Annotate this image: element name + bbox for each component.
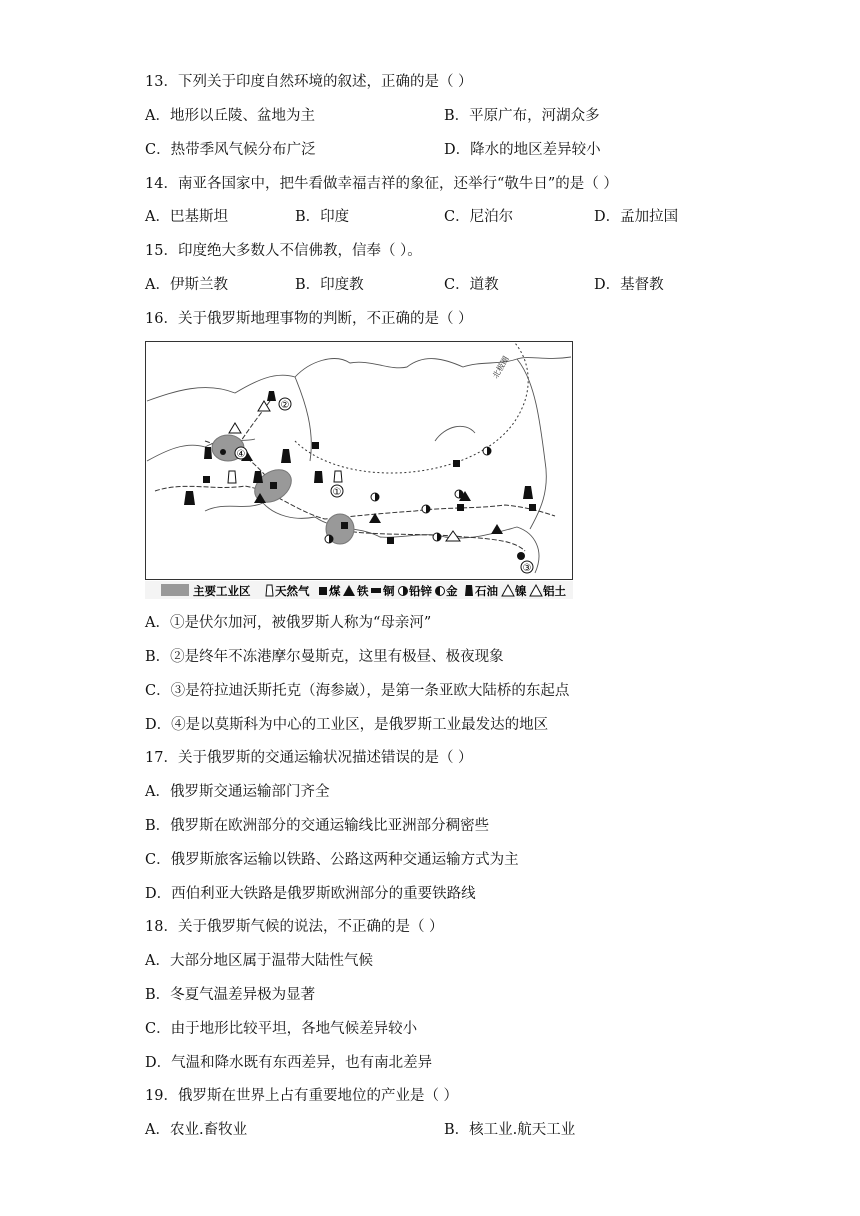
q14-stem: 14．南亚各国家中，把牛看做幸福吉祥的象征，还举行“敬牛日”的是（ ） xyxy=(145,176,618,192)
map-frame xyxy=(146,342,573,580)
q18-option-a: A．大部分地区属于温带大陆性气候 xyxy=(145,953,373,969)
legend-oil: 石油 xyxy=(475,584,498,598)
legend-iron: 铁 xyxy=(357,584,369,598)
legend-nickel: 镍 xyxy=(515,584,527,598)
q16-option-c: C．③是符拉迪沃斯托克（海参崴），是第一条亚欧大陆桥的东起点 xyxy=(145,683,570,699)
marker-2: ② xyxy=(280,400,290,411)
q15-stem: 15．印度绝大多数人不信佛教，信奉（ ）。 xyxy=(145,243,422,259)
arctic-circle-label: 北极圈 xyxy=(490,354,511,380)
legend-industrial-swatch xyxy=(161,584,189,596)
q14-option-b: B．印度 xyxy=(295,209,350,225)
q18-option-d: D．气温和降水既有东西差异，也有南北差异 xyxy=(145,1055,433,1071)
marker-3: ③ xyxy=(522,563,532,574)
q15-option-b: B．印度教 xyxy=(295,277,364,293)
q14-option-a: A．巴基斯坦 xyxy=(145,209,228,225)
q16-stem: 16．关于俄罗斯地理事物的判断，不正确的是（ ） xyxy=(145,311,473,327)
q19-option-a: A．农业.畜牧业 xyxy=(145,1122,248,1138)
map-legend xyxy=(145,581,573,599)
legend-leadzinc: 铅锌 xyxy=(409,584,432,598)
q18-stem: 18．关于俄罗斯气候的说法，不正确的是（ ） xyxy=(145,919,444,935)
q15-option-a: A．伊斯兰教 xyxy=(145,277,228,293)
legend-oil-icon xyxy=(465,585,473,596)
legend-bauxite: 铝土 xyxy=(543,584,566,598)
q13-stem: 13．下列关于印度自然环境的叙述，正确的是（ ） xyxy=(145,74,473,90)
marker-1: ① xyxy=(332,487,342,498)
legend-copper: 铜 xyxy=(383,584,395,598)
q14-option-c: C．尼泊尔 xyxy=(444,209,514,225)
q16-option-b: B．②是终年不冻港摩尔曼斯克，这里有极昼、极夜现象 xyxy=(145,649,504,665)
q16-option-d: D．④是以莫斯科为中心的工业区，是俄罗斯工业最发达的地区 xyxy=(145,717,549,733)
q18-option-c: C．由于地形比较平坦，各地气候差异较小 xyxy=(145,1021,418,1037)
q18-option-b: B．冬夏气温差异极为显著 xyxy=(145,987,316,1003)
q17-option-a: A．俄罗斯交通运输部门齐全 xyxy=(145,784,330,800)
legend-industrial: 主要工业区 xyxy=(193,584,251,598)
q13-option-c: C．热带季风气候分布广泛 xyxy=(145,142,316,158)
q17-option-b: B．俄罗斯在欧洲部分的交通运输线比亚洲部分稠密些 xyxy=(145,818,490,834)
q13-option-b: B．平原广布，河湖众多 xyxy=(444,108,600,124)
legend-coal: 煤 xyxy=(329,584,341,598)
q19-stem: 19．俄罗斯在世界上占有重要地位的产业是（ ） xyxy=(145,1088,459,1104)
marker-4: ④ xyxy=(236,449,246,460)
russia-resource-map xyxy=(145,341,573,599)
q17-stem: 17．关于俄罗斯的交通运输状况描述错误的是（ ） xyxy=(145,750,473,766)
q13-option-a: A．地形以丘陵、盆地为主 xyxy=(145,108,315,124)
legend-gas: 天然气 xyxy=(275,584,310,598)
q17-option-d: D．西伯利亚大铁路是俄罗斯欧洲部分的重要铁路线 xyxy=(145,886,476,902)
q17-option-c: C．俄罗斯旅客运输以铁路、公路这两种交通运输方式为主 xyxy=(145,852,519,868)
legend-copper-icon xyxy=(371,588,381,593)
legend-coal-icon xyxy=(319,587,327,595)
legend-gas-icon xyxy=(266,585,273,596)
q16-option-a: A．①是伏尔加河，被俄罗斯人称为“母亲河” xyxy=(145,615,432,631)
q15-option-d: D．基督教 xyxy=(594,277,664,293)
q15-option-c: C．道教 xyxy=(444,277,499,293)
q14-option-d: D．孟加拉国 xyxy=(594,209,679,225)
legend-gold: 金 xyxy=(446,584,458,598)
q19-option-b: B．核工业.航天工业 xyxy=(444,1122,576,1138)
q13-option-d: D．降水的地区差异较小 xyxy=(444,142,601,158)
